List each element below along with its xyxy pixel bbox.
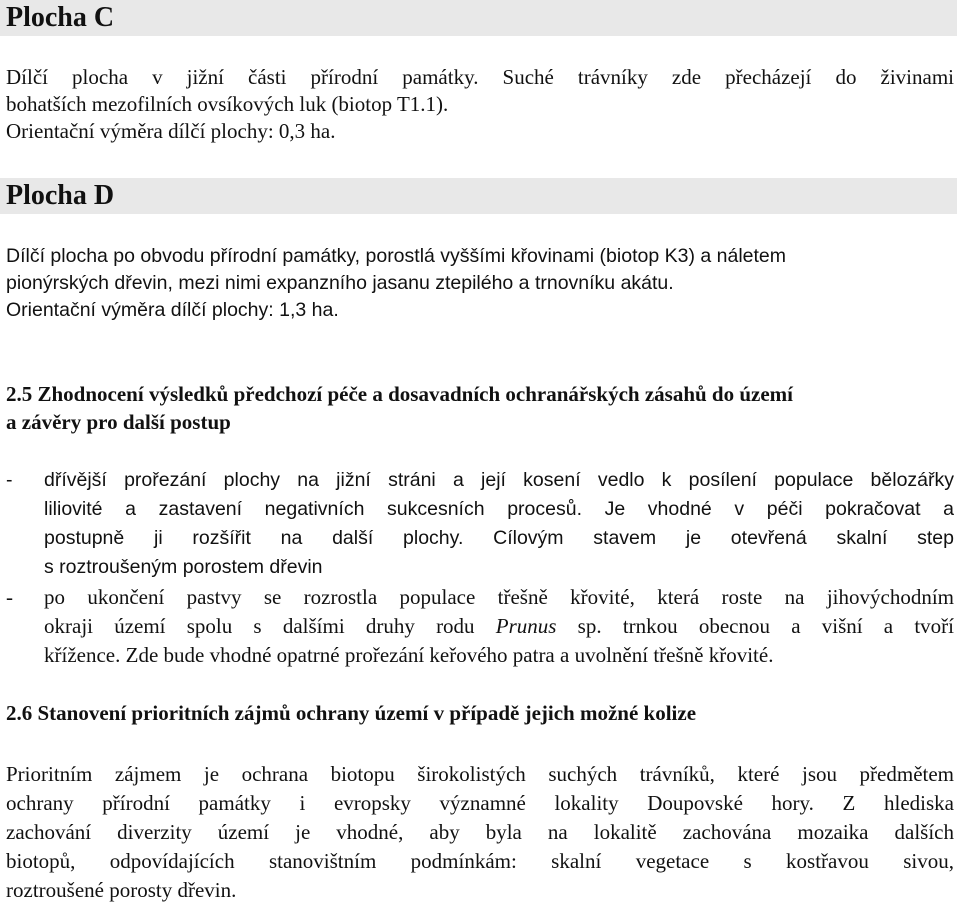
paragraph-line: Orientační výměra dílčí plochy: 1,3 ha. [6,299,339,321]
list-line: liliovité a zastavení negativních sukcesních procesů. Je vhodné v péči pokračovat a [44,498,954,520]
paragraph-2-6 [6,760,954,905]
section-heading-2-6: 2.6 Stanovení prioritních zájmů ochrany území v případě jejich možné kolize [6,701,697,725]
heading-plocha-c: Plocha C [0,0,957,36]
heading-plocha-d: Plocha D [0,178,957,214]
paragraph-plocha-d [6,243,954,324]
genus-name: Prunus [495,614,557,638]
list-line: křížence. Zde bude vhodné opatrné prořezání keřového patra a uvolnění třešně křovité. [44,643,774,667]
list-line: postupně ji rozšířit na další plochy. Cílovým stavem je otevřená skalní step [44,527,954,549]
list-line: s roztroušeným porostem dřevin [44,556,323,578]
list-item [6,466,954,582]
paragraph-line: Orientační výměra dílčí plochy: 0,3 ha. [6,119,336,143]
paragraph-line: roztroušené porosty dřevin. [6,878,237,902]
list-line: po ukončení pastvy se rozrostla populace třešně křovité, která roste na jihovýchodním [44,585,954,609]
paragraph-line: ochrany přírodní památky i evropsky významné lokality Doupovské hory. Z hlediska [6,791,954,815]
heading-line: 2.5 Zhodnocení výsledků předchozí péče a dosavadních ochranářských zásahů do území [6,382,794,406]
list-line: dřívější prořezání plochy na jižní stráni a její kosení vedlo k posílení populace bělozářky [44,469,954,491]
text-run: sp. trnkou obecnou a višní a tvoří [556,614,954,638]
section-heading-2-5 [6,380,954,436]
paragraph-line: zachování diverzity území je vhodné, aby byla na lokalitě zachována mozaika dalších [6,820,954,844]
text-run: okraji území spolu s dalšími druhy rodu [44,614,496,638]
list-line [44,612,954,641]
paragraph-line: pionýrských dřevin, mezi nimi expanzního jasanu ztepilého a trnovníku akátu. [6,272,674,294]
paragraph-line: Dílčí plocha po obvodu přírodní památky, porostlá vyššími křovinami (biotop K3) a náletem [6,245,786,267]
paragraph-plocha-c [6,64,954,145]
paragraph-line: Dílčí plocha v jižní části přírodní památky. Suché trávníky zde přecházejí do živinami [6,65,954,89]
list-dash: - [6,469,13,491]
paragraph-line: biotopů, odpovídajících stanovištním podmínkám: skalní vegetace s kostřavou sivou, [6,849,954,873]
heading-line: a závěry pro další postup [6,410,231,434]
list-item [6,583,954,670]
paragraph-line: bohatších mezofilních ovsíkových luk (biotop T1.1). [6,92,449,116]
paragraph-line: Prioritním zájmem je ochrana biotopu širokolistých suchých trávníků, které jsou předmětem [6,762,954,786]
list-item-text [44,583,954,670]
list-dash: - [6,585,13,609]
list-item-text [44,466,954,582]
